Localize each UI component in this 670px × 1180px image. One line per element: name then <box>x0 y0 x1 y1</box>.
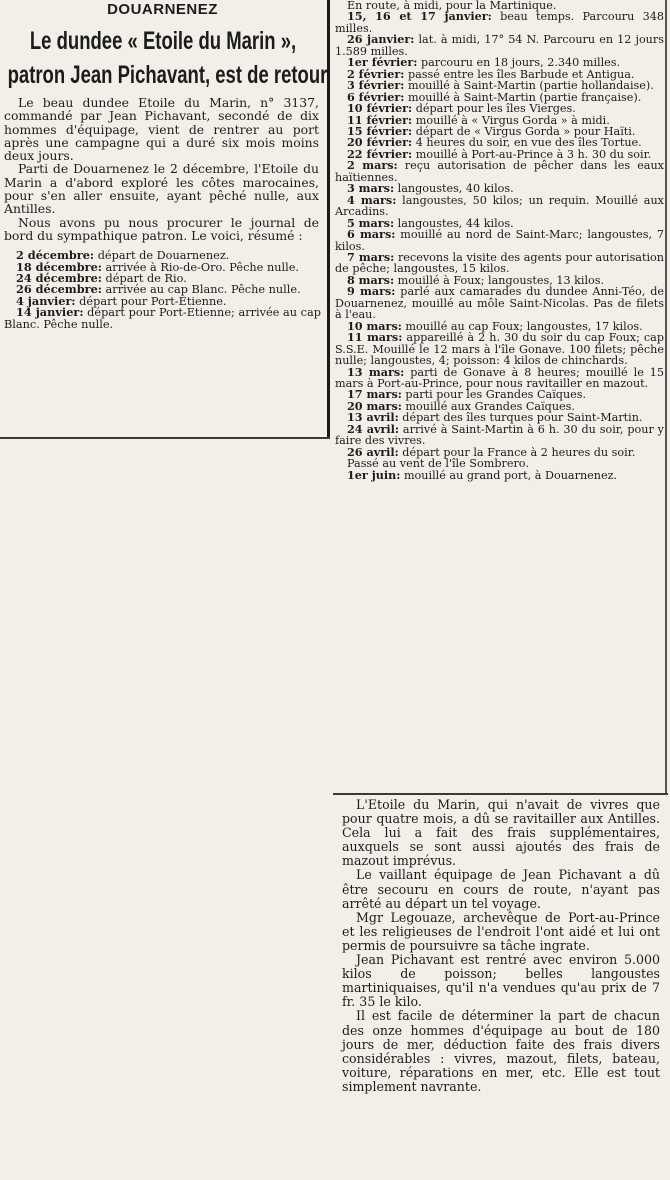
log-entry: 20 mars: mouillé aux Grandes Caïques. <box>347 398 575 413</box>
log-left <box>0 250 325 330</box>
headline-line-2: patron Jean Pichavant, est de retour <box>7 61 328 89</box>
headline <box>7 24 328 92</box>
log-entry: Passé au vent de l'île Sombrero. <box>347 457 529 471</box>
closing-section-rule <box>333 793 668 795</box>
log-entry: 15, 16 et 17 janvier: beau temps. Parcouru 348 milles. <box>335 9 664 35</box>
log-entry: 13 mars: parti de Gonave à 8 heures; mouillé le 15 mars à Port-au-Prince, pour nous ravitailler en mazout. <box>335 364 665 390</box>
left-column <box>0 0 328 437</box>
log-entry: 24 avril: arrivé à Saint-Martin à 6 h. 30 du soir, pour y faire des vivres. <box>335 421 664 448</box>
log-entry: 1er juin: mouillé au grand port, à Douarnenez. <box>347 467 618 482</box>
log-entry: 5 mars: langoustes, 44 kilos. <box>347 215 514 230</box>
log-entry: 10 février: départ pour les îles Vierges. <box>347 101 576 116</box>
log-right <box>333 0 668 481</box>
intro-paragraph-3: Nous avons pu nous procurer le journal de bord du sympathique patron. Le voici, résumé : <box>4 214 319 243</box>
closing-paragraph-5: Il est facile de déterminer la part de chacun des onze hommes d'équipage au bout de 180 jours de mer, déduction faite des frais divers considérables : vivres, mazout, filets, bateau, voiture, réparations en mer, etc. Elle est tout simplement navrante. <box>342 1008 660 1094</box>
log-entry: 10 mars: mouillé au cap Foux; langoustes, 17 kilos. <box>347 318 643 333</box>
log-entry: 13 avril: départ des îles turques pour Saint-Martin. <box>347 410 643 425</box>
closing-paragraph-4: Jean Pichavant est rentré avec environ 5.000 kilos de poisson; belles langoustes martiniquaises, qu'il n'a vendues qu'au prix de 7 fr. 35 le kilo. <box>342 952 660 1010</box>
log-entry: 24 décembre: départ de Rio. <box>16 271 187 286</box>
log-entry: 22 février: mouillé à Port-au-Prince à 3 h. 30 du soir. <box>347 146 652 161</box>
log-entry: 20 février: 4 heures du soir, en vue des îles Tortue. <box>347 135 642 150</box>
log-entry: 3 février: mouillé à Saint-Martin (partie hollandaise). <box>347 78 654 93</box>
log-entry: 4 janvier: départ pour Port-Etienne. <box>16 293 227 308</box>
log-entry: 11 mars: appareillé à 2 h. 30 du soir du cap Foux; cap S.S.E. Mouillé le 12 mars à l'île Gonave. 100 filets; pêche nulle; langoustes, 4; poisson: 4 kilos de chinchards. <box>335 330 665 368</box>
log-entry: 26 janvier: lat. à midi, 17° 54 N. Parcouru en 12 jours 1.589 milles. <box>335 32 664 58</box>
closing-paragraph-1: L'Etoile du Marin, qui n'avait de vivres que pour quatre mois, a dû se ravitailler aux Antilles. Cela lui a fait des frais supplémentaires, auxquels se sont aussi ajoutés des frais de mazout imprévus. <box>342 797 660 869</box>
log-entry: 11 février: mouillé à « Virgus Gorda » à midi. <box>347 112 610 127</box>
intro-paragraph-1: Le beau dundee Etoile du Marin, n° 3137, commandé par Jean Pichavant, secondé de dix hommes d'équipage, vient de rentrer au port après une campagne qui a duré six mois moins deux jours. <box>4 95 319 164</box>
log-entry: 26 décembre: arrivée au cap Blanc. Pêche nulle. <box>16 282 301 297</box>
log-entry: 7 mars: recevons la visite des agents pour autorisation de pêche; langoustes, 15 kilos. <box>335 249 664 276</box>
log-entry: 17 mars: parti pour les Grandes Caïques. <box>347 387 587 402</box>
log-entry: 9 mars: parlé aux camarades du dundee Anni-Téo, de Douarnenez, mouillé au môle Saint-Nicolas. Pas de filets à l'eau. <box>335 284 664 322</box>
log-entry: 2 février: passé entre les îles Barbude et Antigua. <box>347 66 635 81</box>
left-column-end-rule <box>0 437 330 439</box>
headline-line-1: Le dundee « Etoile du Marin », <box>29 27 297 55</box>
log-entry: 4 mars: langoustes, 50 kilos; un requin. Mouillé aux Arcadins. <box>335 192 664 219</box>
log-entry: 1er février: parcouru en 18 jours, 2.340 milles. <box>347 55 621 70</box>
log-entry: 2 mars: reçu autorisation de pêcher dans les eaux haïtiennes. <box>335 158 664 184</box>
intro-paragraph-2: Parti de Douarnenez le 2 décembre, l'Etoile du Marin a d'abord exploré les côtes marocaines, pour s'en aller ensuite, ayant pêché nulle, aux Antilles. <box>4 161 319 217</box>
log-entry: 3 mars: langoustes, 40 kilos. <box>347 181 514 196</box>
log-entry: En route, à midi, pour la Martinique. <box>347 0 557 12</box>
log-entry: 18 décembre: arrivée à Rio-de-Oro. Pêche nulle. <box>16 259 300 274</box>
log-entry: 15 février: départ de « Virgus Gorda » pour Haïti. <box>347 123 636 138</box>
column-rule <box>327 0 330 437</box>
closing-paragraph-3: Mgr Legouaze, archevêque de Port-au-Prince et les religieuses de l'endroit l'ont aidé et lui ont permis de poursuivre sa tâche ingrate. <box>342 909 660 953</box>
log-entry: 2 décembre: départ de Douarnenez. <box>16 248 230 263</box>
log-entry: 26 avril: départ pour la France à 2 heures du soir. <box>347 444 636 459</box>
kicker-douarnenez: DOUARNENEZ <box>107 1 218 18</box>
closing-text <box>342 798 660 1094</box>
log-entry: 8 mars: mouillé à Foux; langoustes, 13 kilos. <box>347 272 605 287</box>
log-entry: 6 février: mouillé à Saint-Martin (partie française). <box>347 89 642 104</box>
log-entry: 6 mars: mouillé au nord de Saint-Marc; langoustes, 7 kilos. <box>335 227 664 253</box>
intro-text <box>0 96 325 242</box>
log-entry: 14 janvier: départ pour Port-Etienne; arrivée au cap Blanc. Pêche nulle. <box>4 305 321 331</box>
closing-paragraph-2: Le vaillant équipage de Jean Pichavant a dû être secouru en cours de route, n'ayant pas arrêté au départ un tel voyage. <box>342 867 660 911</box>
